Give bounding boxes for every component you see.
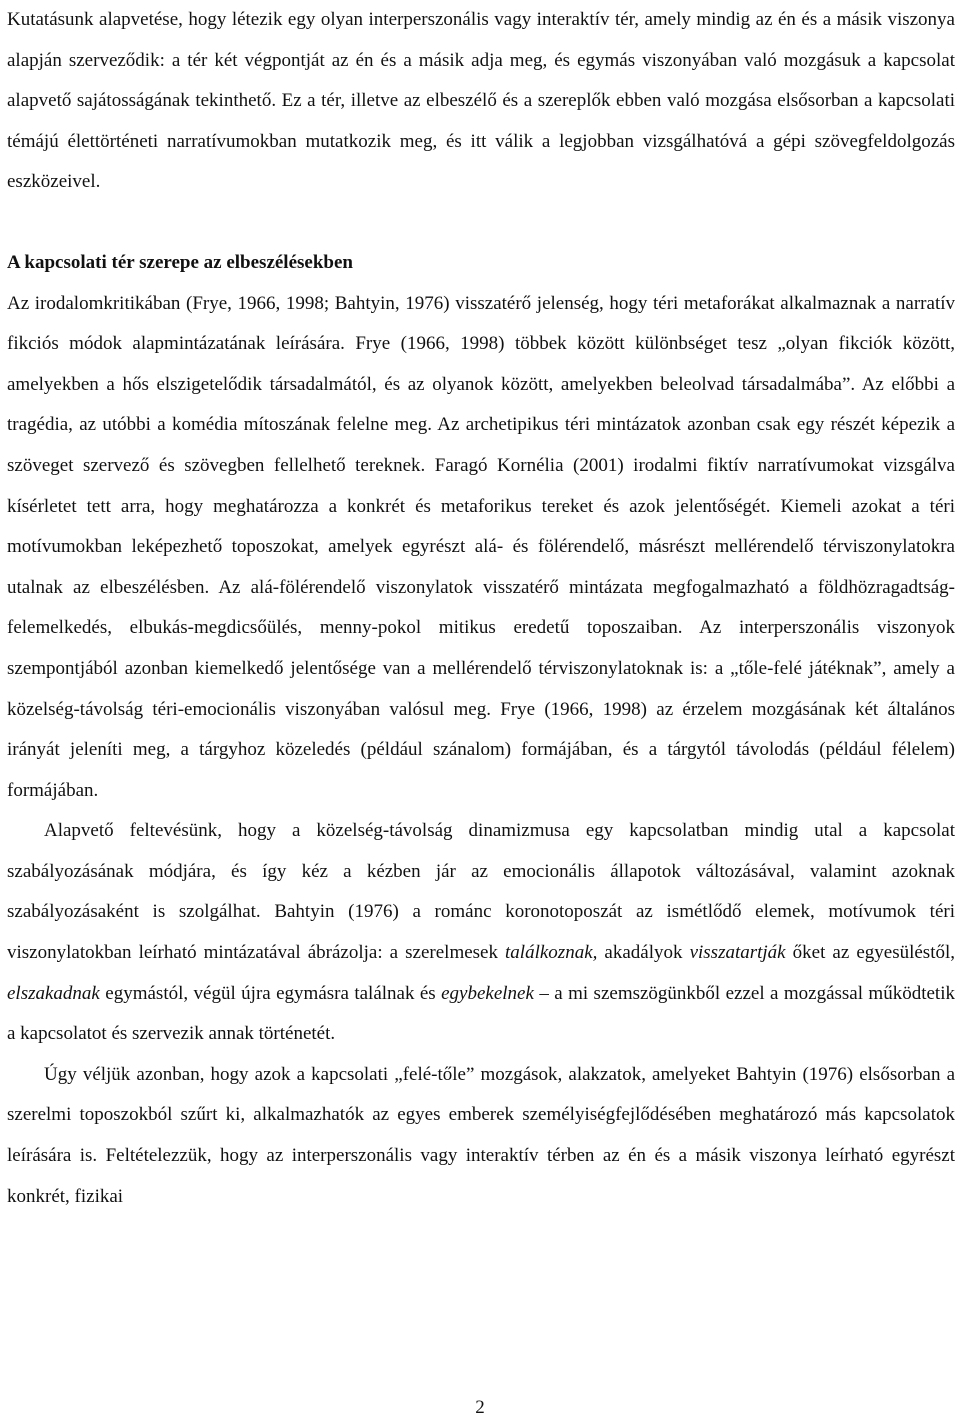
text-run: akadályok (597, 942, 690, 964)
document-page (7, 0, 955, 1217)
italic-term: elszakadnak (7, 982, 100, 1004)
text-run: – a mi szemszögünkből ezzel a mozgással működtetik a kapcsolatot és szervezik annak történetét. (7, 982, 955, 1045)
text-run: egymástól, végül újra egymásra találnak és (99, 982, 442, 1004)
italic-term: egybekelnek (441, 982, 534, 1004)
italic-term: találkoznak, (505, 942, 598, 964)
text-run: Alapvető feltevésünk, hogy a közelség-távolság dinamizmusa egy kapcsolatban mindig utal a kapcsolat szabályozásának módjára, és így kéz a kézben jár az emocionális állapotok változásával, valamint azoknak szabályozásaként is szolgálhat. Bahtyin (1976) a románc koronotoposzát az ismétlődő elemek, motívumok téri viszonylatokban leírható mintázatával ábrázolja: a szerelmesek (7, 820, 955, 964)
page-number: 2 (475, 1397, 485, 1418)
intro-paragraph: Kutatásunk alapvetése, hogy létezik egy olyan interperszonális vagy interaktív tér, amely mindig az én és a másik viszonya alapján szerveződik: a tér két végpontját az én és a másik adja meg, és egymás viszonyában való mozgásuk a kapcsolat alapvető sajátosságának tekinthető. Ez a tér, illetve az elbeszélő és a szereplők ebben való mozgása elsősorban a kapcsolati témájú élettörténeti narratívumokban mutatkozik meg, és itt válik a legjobban vizsgálhatóvá a gépi szövegfeldolgozás eszközeivel. (7, 9, 955, 193)
text-run: őket az egyesüléstől, (785, 942, 955, 964)
section-paragraph-2 (7, 811, 955, 1055)
italic-term: visszatartják (689, 942, 786, 964)
paragraph-gap (7, 203, 955, 243)
section-paragraph-1: Az irodalomkritikában (Frye, 1966, 1998; Bahtyin, 1976) visszatérő jelenség, hogy téri metaforákat alkalmaznak a narratív fikciós módok alapmintázatának leírására. Frye (1966, 1998) többek között különbséget tesz „olyan fikciók között, amelyekben a hős elszigetelődik társadalmától, és az olyanok között, amelyekben beleolvad társadalmába”. Az előbbi a tragédia, az utóbbi a komédia mítoszának felelne meg. Az archetipikus téri mintázatok azonban csak egy részét képezik a szöveget szervező és szövegben fellelhető tereknek. Faragó Kornélia (2001) irodalmi fiktív narratívumokat vizsgálva kísérletet tett arra, hogy meghatározza a konkrét és metaforikus tereket és azok jelentőségét. Kiemeli azokat a téri motívumokban leképezhető toposzokat, amelyek egyrészt alá- és fölérendelő, másrészt mellérendelő térviszonylatokra utalnak az elbeszélésben. Az alá-fölérendelő viszonylatok visszatérő mintázata megfogalmazható a földhözragadtság-felemelkedés, elbukás-megdicsőülés, menny-pokol mitikus eredetű toposzaiban. Az interperszonális viszonyok szempontjából azonban kiemelkedő jelentősége van a mellérendelő térviszonylatoknak is: a „tőle-felé játéknak”, amely a közelség-távolság téri-emocionális viszonyában valósul meg. Frye (1966, 1998) az érzelem mozgásának két általános irányát jeleníti meg, a tárgyhoz közeledés (például szánalom) formájában, és a tárgytól távolodás (például félelem) formájában. (7, 292, 955, 801)
section-heading: A kapcsolati tér szerepe az elbeszélésekben (7, 251, 353, 273)
section-paragraph-3: Úgy véljük azonban, hogy azok a kapcsolati „felé-tőle” mozgások, alakzatok, amelyeket Bahtyin (1976) elsősorban a szerelmi toposzokból szűrt ki, alkalmazhatók az egyes emberek személyiségfejlődésében meghatározó más kapcsolatok leírására is. Feltételezzük, hogy az interperszonális vagy interaktív térben az én és a másik viszonya leírható egyrészt konkrét, fizikai (7, 1063, 955, 1207)
